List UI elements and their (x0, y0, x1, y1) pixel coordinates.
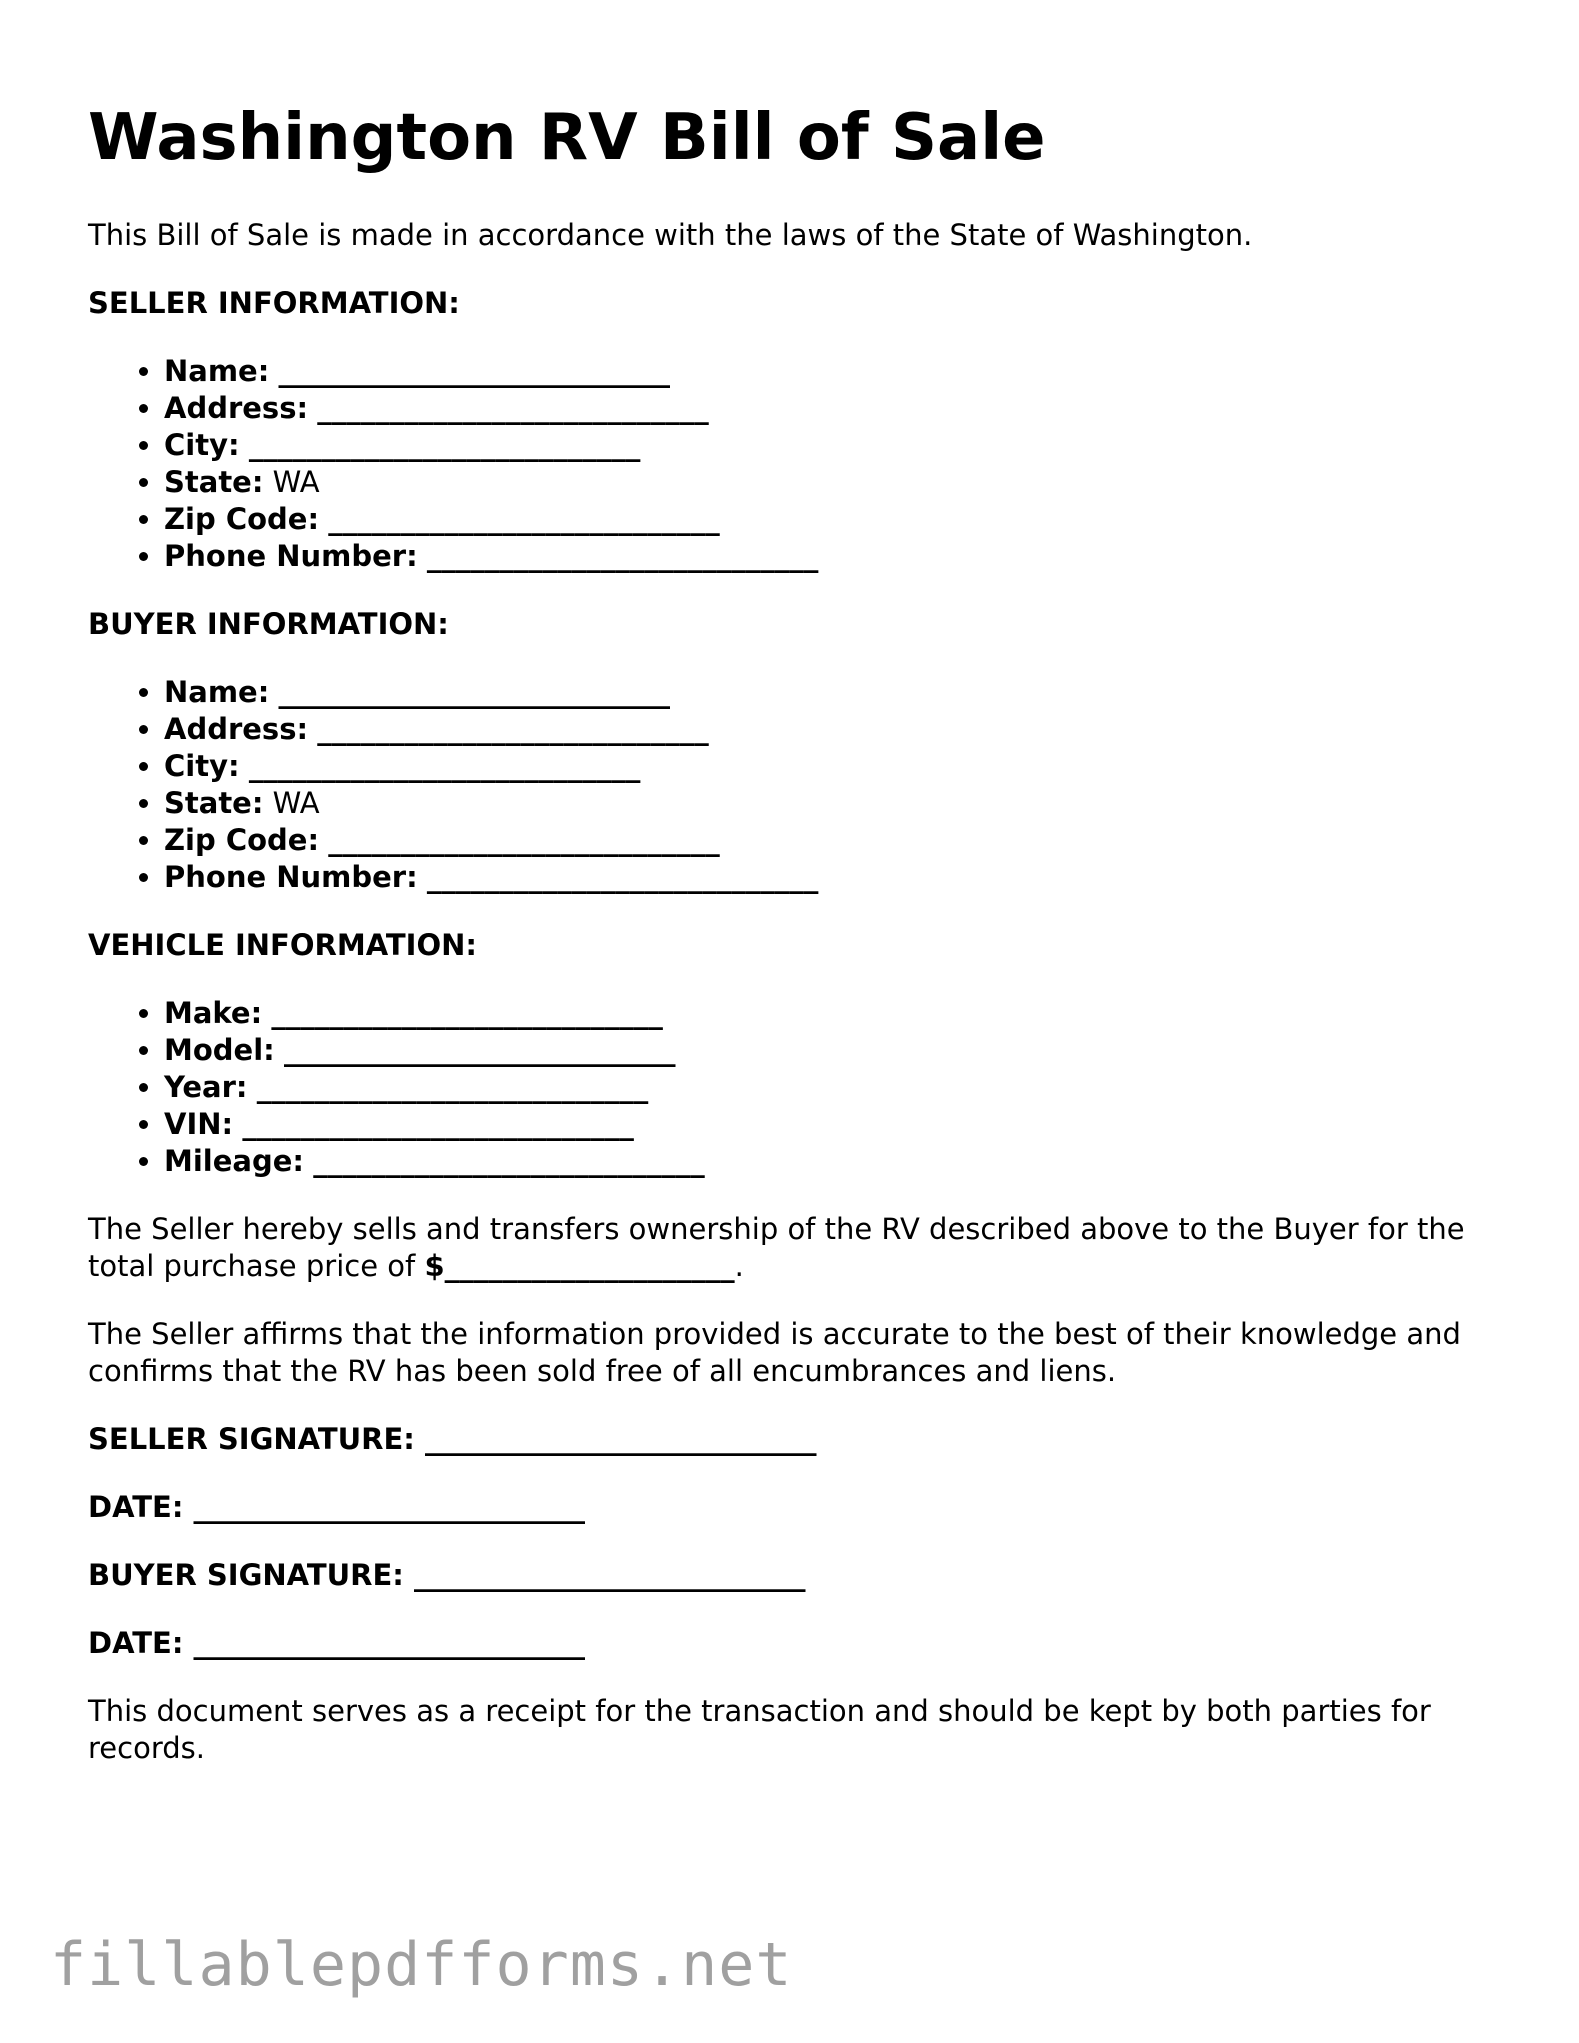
field-label: State: (164, 785, 264, 820)
buyer-phone-blank[interactable]: ___________________________ (426, 859, 819, 894)
watermark: fillablepdfforms.net (50, 1930, 793, 2000)
vehicle-model-field (164, 1032, 1508, 1069)
seller-date-line[interactable]: DATE: ___________________________ (88, 1489, 586, 1524)
buyer-address-blank[interactable]: ___________________________ (317, 711, 709, 746)
seller-section-heading: SELLER INFORMATION: (88, 285, 460, 320)
buyer-city-blank[interactable]: ___________________________ (248, 748, 641, 783)
vehicle-year-field (164, 1069, 1508, 1106)
field-label: Zip Code: (164, 822, 320, 857)
vehicle-model-blank[interactable]: ___________________________ (283, 1032, 676, 1067)
vehicle-field-list (88, 995, 1508, 1180)
field-label: Mileage: (164, 1143, 305, 1178)
buyer-signature-line[interactable]: BUYER SIGNATURE: ___________________________ (88, 1557, 806, 1592)
field-label: Address: (164, 390, 309, 425)
seller-signature-line[interactable]: SELLER SIGNATURE: ___________________________ (88, 1421, 817, 1456)
vehicle-make-field (164, 995, 1508, 1032)
field-label: Address: (164, 711, 309, 746)
vehicle-vin-blank[interactable]: ___________________________ (242, 1106, 634, 1141)
field-label: Phone Number: (164, 859, 418, 894)
affirmation-paragraph: The Seller affirms that the information provided is accurate to the best of their knowledge and confirms that the RV has been sold free of all encumbrances and liens. (88, 1316, 1461, 1388)
vehicle-mileage-blank[interactable]: ___________________________ (313, 1143, 705, 1178)
seller-phone-blank[interactable]: ___________________________ (426, 538, 819, 573)
seller-address-field (164, 390, 1508, 427)
field-label: Phone Number: (164, 538, 418, 573)
vehicle-make-blank[interactable]: ___________________________ (271, 995, 663, 1030)
field-label: City: (164, 748, 240, 783)
seller-state-value: WA (272, 464, 320, 499)
seller-zip-blank[interactable]: ___________________________ (328, 501, 720, 536)
field-label: State: (164, 464, 264, 499)
buyer-state-value: WA (272, 785, 320, 820)
seller-city-blank[interactable]: ___________________________ (248, 427, 641, 462)
buyer-name-field (164, 674, 1508, 711)
seller-name-blank[interactable]: ___________________________ (278, 353, 671, 388)
field-label: VIN: (164, 1106, 234, 1141)
purchase-price-blank[interactable]: $____________________ (424, 1248, 735, 1283)
buyer-zip-blank[interactable]: ___________________________ (328, 822, 720, 857)
buyer-field-list (88, 674, 1508, 896)
buyer-zip-field (164, 822, 1508, 859)
buyer-name-blank[interactable]: ___________________________ (278, 674, 671, 709)
buyer-city-field (164, 748, 1508, 785)
seller-address-blank[interactable]: ___________________________ (317, 390, 709, 425)
field-label: Name: (164, 674, 270, 709)
vehicle-section-heading: VEHICLE INFORMATION: (88, 927, 477, 962)
buyer-state-field (164, 785, 1508, 822)
document-page (88, 100, 1508, 1798)
field-label: City: (164, 427, 240, 462)
seller-phone-field (164, 538, 1508, 575)
field-label: Model: (164, 1032, 275, 1067)
vehicle-vin-field (164, 1106, 1508, 1143)
sale-paragraph (88, 1211, 1508, 1285)
buyer-date-line[interactable]: DATE: ___________________________ (88, 1625, 586, 1660)
seller-zip-field (164, 501, 1508, 538)
buyer-section-heading: BUYER INFORMATION: (88, 606, 449, 641)
buyer-address-field (164, 711, 1508, 748)
page-title: Washington RV Bill of Sale (88, 101, 1046, 175)
seller-name-field (164, 353, 1508, 390)
vehicle-mileage-field (164, 1143, 1508, 1180)
seller-state-field (164, 464, 1508, 501)
sale-text-end: . (734, 1248, 744, 1283)
field-label: Zip Code: (164, 501, 320, 536)
intro-paragraph: This Bill of Sale is made in accordance with the laws of the State of Washington. (88, 217, 1253, 252)
closing-paragraph: This document serves as a receipt for the transaction and should be kept by both parties for records. (88, 1693, 1431, 1765)
buyer-phone-field (164, 859, 1508, 896)
field-label: Year: (164, 1069, 248, 1104)
seller-field-list (88, 353, 1508, 575)
seller-city-field (164, 427, 1508, 464)
field-label: Make: (164, 995, 263, 1030)
field-label: Name: (164, 353, 270, 388)
sale-text: The Seller hereby sells and transfers ownership of the RV described above to the Buyer for the total purchase price of (88, 1211, 1465, 1283)
vehicle-year-blank[interactable]: ___________________________ (256, 1069, 649, 1104)
